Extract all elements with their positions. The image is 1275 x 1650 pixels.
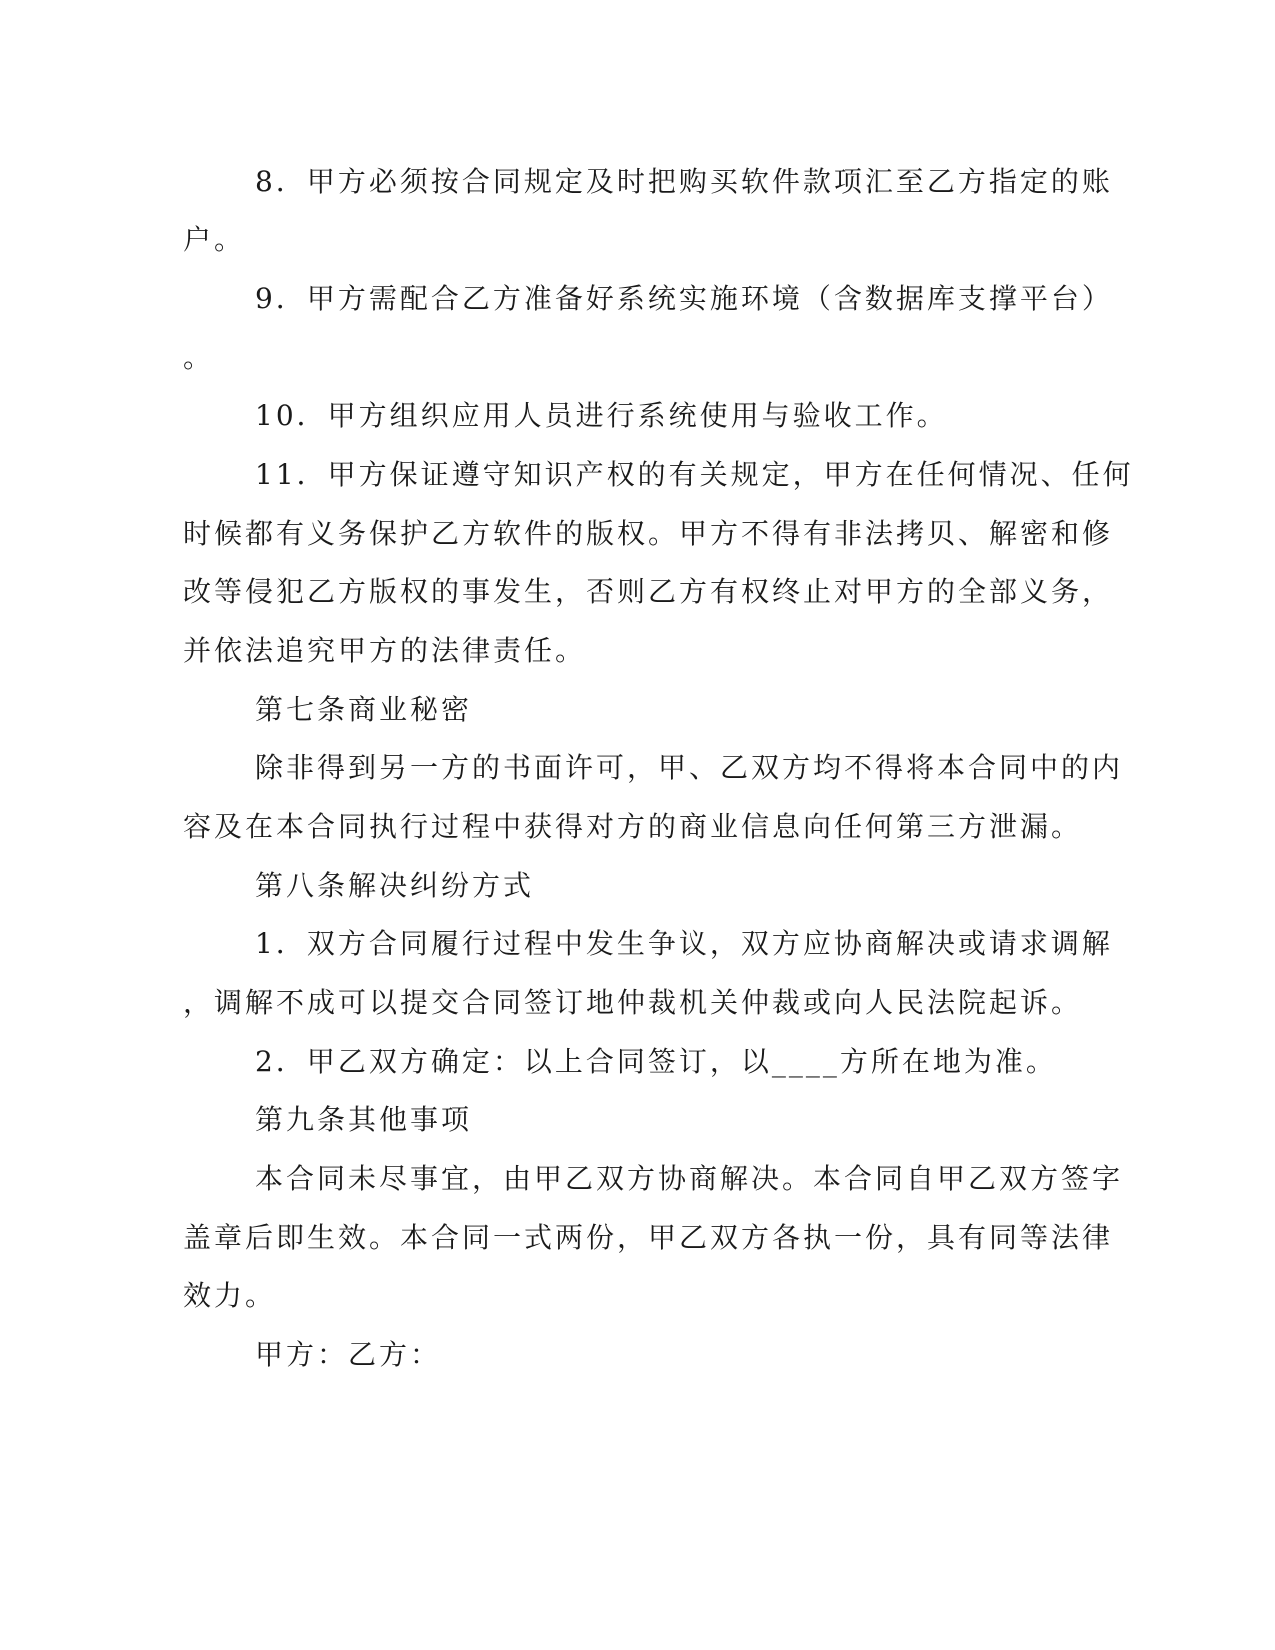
clause-11-line-2: 时候都有义务保护乙方软件的版权。甲方不得有非法拷贝、解密和修 [183,517,1114,550]
clause-11-line-4: 并依法追究甲方的法律责任。 [183,634,587,667]
clause-9-line-2: 。 [183,341,215,374]
clause-11-line-1: 11．甲方保证遵守知识产权的有关规定，甲方在任何情况、任何 [255,458,1134,491]
clause-9-line-1: 9．甲方需配合乙方准备好系统实施环境（含数据库支撑平台） [255,282,1113,315]
clause-10: 10．甲方组织应用人员进行系统使用与验收工作。 [255,399,948,432]
article-8-heading: 第八条解决纠纷方式 [255,869,535,902]
article-8-item-2: 2．甲乙双方确定：以上合同签订，以____方所在地为准。 [255,1045,1057,1078]
article-8-item-1-line-2: ，调解不成可以提交合同签订地仲裁机关仲裁或向人民法院起诉。 [183,986,1083,1019]
article-7-body-line-2: 容及在本合同执行过程中获得对方的商业信息向任何第三方泄漏。 [183,810,1083,843]
signature-line: 甲方：乙方： [255,1338,442,1371]
article-9-body-line-2: 盖章后即生效。本合同一式两份，甲乙双方各执一份，具有同等法律 [183,1221,1114,1254]
article-7-heading: 第七条商业秘密 [255,693,473,726]
article-9-heading: 第九条其他事项 [255,1103,473,1136]
clause-11-line-3: 改等侵犯乙方版权的事发生，否则乙方有权终止对甲方的全部义务， [183,575,1114,608]
article-8-item-1-line-1: 1．双方合同履行过程中发生争议，双方应协商解决或请求调解 [255,927,1113,960]
article-9-body-line-3: 效力。 [183,1279,277,1312]
article-9-body-line-1: 本合同未尽事宜，由甲乙双方协商解决。本合同自甲乙双方签字 [255,1162,1124,1195]
article-7-body-line-1: 除非得到另一方的书面许可，甲、乙双方均不得将本合同中的内 [255,751,1124,784]
clause-8-line-2: 户。 [183,223,246,256]
clause-8-line-1: 8．甲方必须按合同规定及时把购买软件款项汇至乙方指定的账 [255,165,1113,198]
